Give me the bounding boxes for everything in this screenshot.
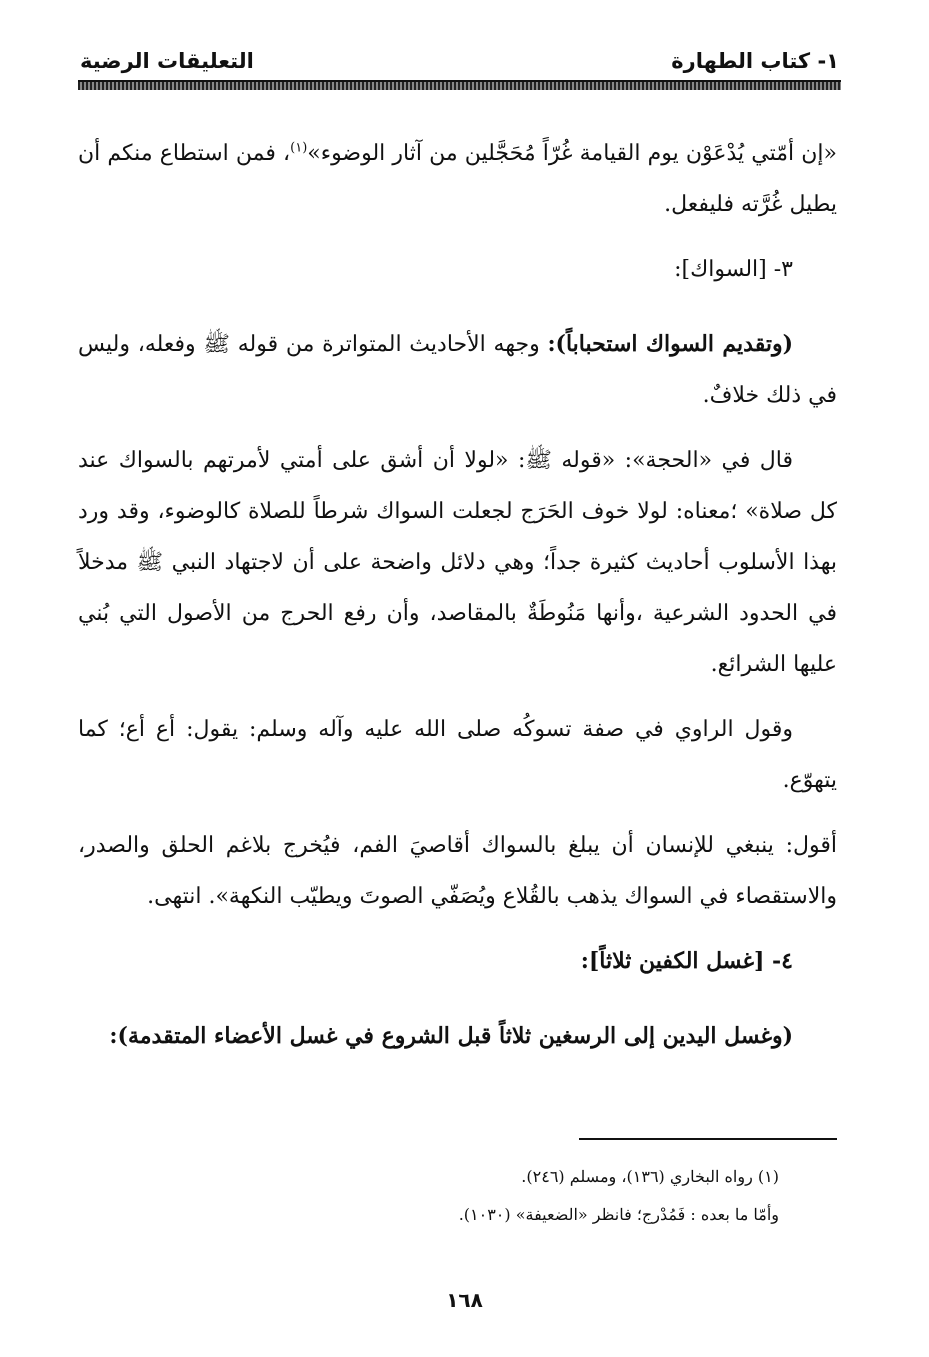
footnotes <box>78 1158 779 1234</box>
matn-text: (وتقديم السواك استحباباً): <box>547 331 793 357</box>
book-title: التعليقات الرضية <box>80 49 254 73</box>
page-number: ١٦٨ <box>446 1288 483 1312</box>
footnote-divider <box>579 1138 837 1140</box>
section-heading-siwak: ٣- [السواك]: <box>674 257 793 282</box>
paragraph-hujja-quote: قال في «الحجة»: «قوله ﷺ: «لولا أن أشق على أمتي لأمرتهم بالسواك عند كل صلاة» ؛معناه: لولا خوف الحَرَج لجعلت السواك شرطاً للصلاة كالوضوء، وقد ورد بهذا الأسلوب أحاديث كثيرة جداً؛ وهي دلائل واضحة على أن لاجتهاد النبي ﷺ مدخلاً في الحدود الشرعية ،وأنها مَنُوطَةٌ بالمقاصد، وأن رفع الحرج من الأصول التي بُني عليها الشرائع. <box>78 448 837 677</box>
running-header <box>80 44 839 78</box>
paragraph-hadith <box>78 128 837 230</box>
header-divider <box>78 80 841 90</box>
hadith-continuation: ، فمن استطاع منكم أن يطيل غُرَّته فليفعل. <box>78 141 837 217</box>
paragraph-aqul: أقول: ينبغي للإنسان أن يبلغ بالسواك أقاصيَ الفم، فيُخرج بلاغم الحلق والصدر، والاستقصاء في السواك يذهب بالقُلاع ويُصَفّي الصوتَ ويطيّب النكهة». انتهى. <box>78 833 837 909</box>
section-heading-hands: ٤- [غسل الكفين ثلاثاً]: <box>580 948 793 974</box>
paragraph-siwak-ruling <box>78 319 837 421</box>
footnote-ref-1: (١) <box>290 140 308 156</box>
footnote-1-continued: وأمّا ما بعده : فَمُدْرج؛ فانظر «الضعيفة» (١٠٣٠). <box>458 1205 779 1224</box>
chapter-title: ١- كتاب الطهارة <box>671 49 839 73</box>
footnote-1: (١) رواه البخاري (١٣٦)، ومسلم (٢٤٦). <box>521 1167 779 1186</box>
main-text <box>78 128 837 1076</box>
commentary-text: وجهه الأحاديث المتواترة من قوله ﷺ وفعله، وليس في ذلك خلافٌ. <box>78 332 837 408</box>
hadith-quote: «إن أمّتي يُدْعَوْن يوم القيامة غُرّاً مُحَجَّلين من آثار الوضوء» <box>307 141 837 166</box>
paragraph-wash-hands: (وغسل اليدين إلى الرسغين ثلاثاً قبل الشروع في غسل الأعضاء المتقدمة): <box>109 1023 793 1049</box>
paragraph-narrator: وقول الراوي في صفة تسوكُه صلى الله عليه وآله وسلم: يقول: أع أع؛ كما يتهوّع. <box>78 717 837 793</box>
